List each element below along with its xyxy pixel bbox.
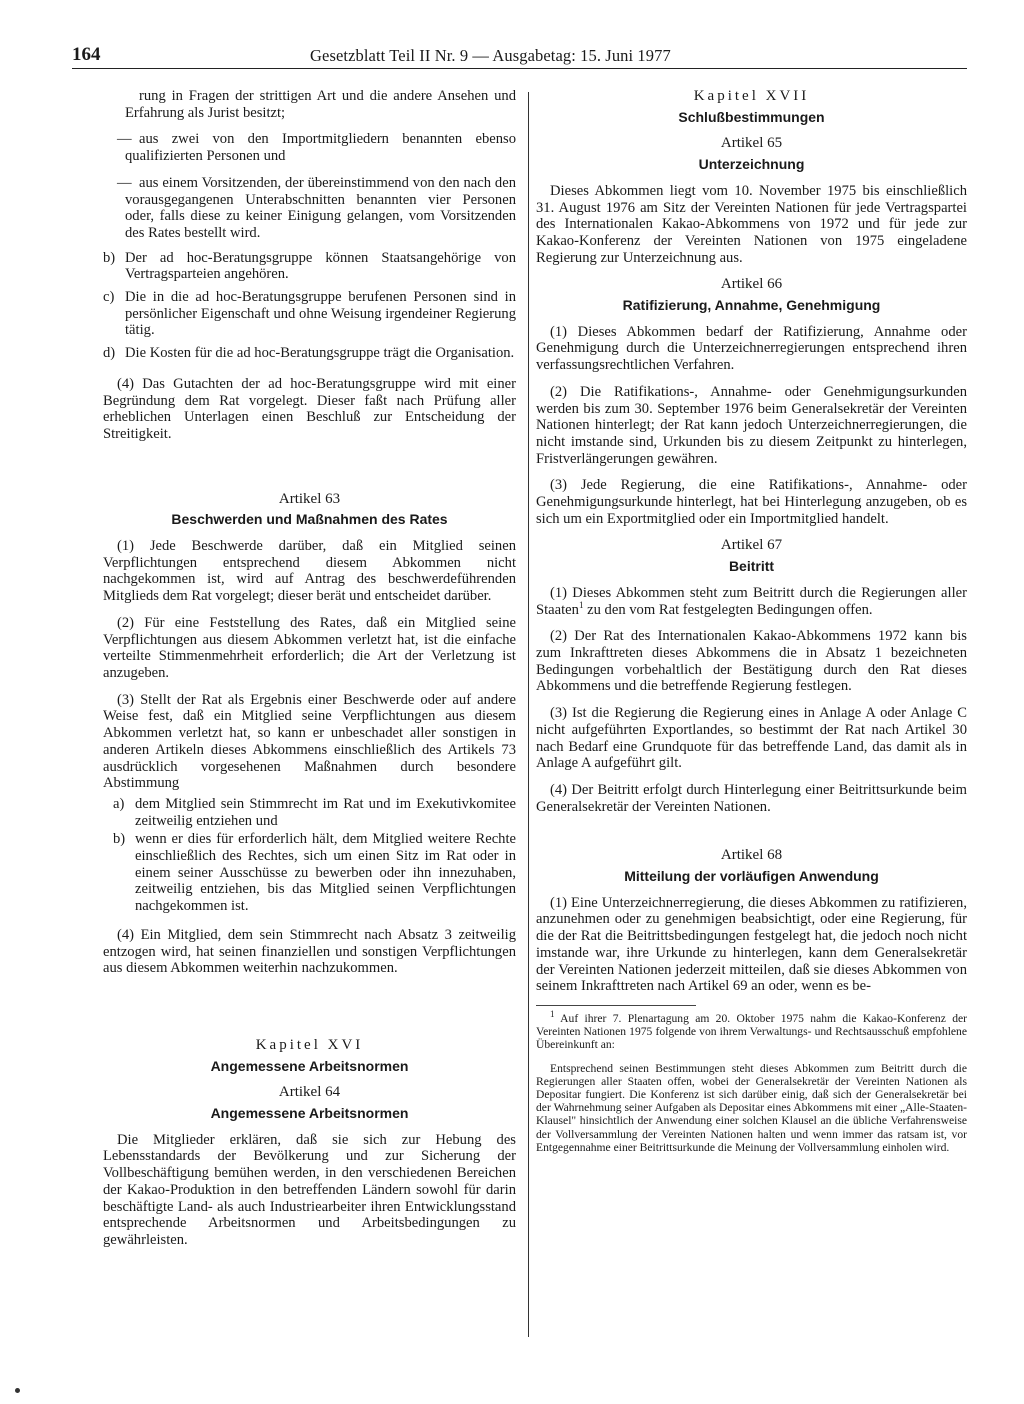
article-title: Mitteilung der vorläufigen Anwendung <box>624 868 879 885</box>
left-column <box>103 88 516 1259</box>
footnote-text: Auf ihrer 7. Plenartagung am 20. Oktober 1975 nahm die Kakao-Konferenz der Vereinten Nationen 1975 folgende von ihrem Verwaltungs- und Rechtsausschuß empfohlene Übereinkunft an: <box>536 1011 967 1052</box>
article-title: Beschwerden und Maßnahmen des Rates <box>171 511 448 528</box>
list-item-a <box>113 796 516 829</box>
list-marker: d) <box>103 345 116 362</box>
chapter-heading: Kapitel XVI <box>255 1036 364 1053</box>
article-title: Unterzeichnung <box>698 156 805 173</box>
list-text: Der ad hoc-Beratungsgruppe können Staatsangehörige von Vertragsparteien angehören. <box>125 249 516 283</box>
dash-list-item: — aus einem Vorsitzenden, der übereinstimmend von den nach den vorausgegangenen Unterabschnitten benannten vier Personen oder, falls diese zu keiner Einigung gelangen, vom Vorsitzenden des Rates bestellt wird. <box>103 175 516 242</box>
column-divider <box>528 92 529 1337</box>
text-run: zu den vom Rat festgelegten Bedingungen offen. <box>583 601 873 618</box>
article-heading: Artikel 65 <box>720 135 783 152</box>
paragraph: Dieses Abkommen liegt vom 10. November 1975 bis einschließlich 31. August 1976 am Sitz der Vereinten Nationen für jede Vertragspartei des Internationalen Kakao-Abkommens von 1972 und für jede zur Kakao-Konferenz der Vereinten Nationen von 1975 eingeladene Regierung zur Unterzeichnung aus. <box>536 182 967 266</box>
list-item-continuation: rung in Fragen der strittigen Art und die andere Ansehen und Erfahrung als Jurist besitzt; <box>125 88 516 121</box>
list-item-b <box>113 831 516 915</box>
paragraph: (4) Ein Mitglied, dem sein Stimmrecht nach Absatz 3 zeitweilig entzogen wird, hat seinen finanziellen und sonstigen Verpflichtungen aus diesem Abkommen weiterhin nachzukommen. <box>103 926 516 977</box>
header-rule <box>72 68 967 69</box>
text-run: (1) Dieses Abkommen steht zum Beitritt durch die Regierungen aller Staaten <box>536 584 967 618</box>
list-marker: b) <box>113 831 126 848</box>
article-title: Ratifizierung, Annahme, Genehmigung <box>622 297 881 314</box>
list-item-b <box>103 250 516 283</box>
list-text: wenn er dies für erforderlich hält, dem Mitglied weitere Rechte einschließlich des Rechtes, sich um einen Sitz im Rat oder in einem seiner Ausschüsse zu bewerben oder ihn innezuhaben, zeitweilig entziehen, bis das Mitglied seinen Verpflichtungen nachgekommen ist. <box>135 831 516 915</box>
paragraph: (1) Jede Beschwerde darüber, daß ein Mitglied seinen Verpflichtungen entsprechend diesem Abkommen nicht nachgekommen ist, wird auf Antrag des beschwerdeführenden Mitglieds dem Rat vorgelegt; dieser berät und entscheidet darüber. <box>103 538 516 605</box>
paragraph: (4) Das Gutachten der ad hoc-Beratungsgruppe wird mit einer Begründung dem Rat vorgelegt. Dieser faßt nach Prüfung aller erheblichen Unterlagen einen Beschluß zur Entscheidung der Streitigkeit. <box>103 375 516 442</box>
article-title: Angemessene Arbeitsnormen <box>210 1105 409 1122</box>
footnote: Entsprechend seinen Bestimmungen steht dieses Abkommen zum Beitritt durch die Regierungen aller Staaten offen, wobei der Generalsekretär der Vereinten Nationen als Depositar fungiert. Die Konferenz ist sich darüber einig, daß sich der Generalsekretär bei der Wahrnehmung seiner Aufgaben als Depositar eines Abkommens mit einer „Alle-Staaten-Klausel" hinsichtlich der Anwendung einer solchen Klausel an die übliche Verfahrensweise der Vollversammlung der Vereinten Nationen halten und wenn immer das ratsam ist, vor Entgegennahme einer Beitrittsurkunde die Meinung der Vollversammlung einholen wird. <box>536 1061 967 1154</box>
paragraph: Die Mitglieder erklären, daß sie sich zur Hebung des Lebensstandards der Bevölkerung und zur Sicherung der Vollbeschäftigung bemühen werden, in den verschiedenen Bereichen der Kakao-Produktion in den betreffenden Ländern sowohl für darin beschäftigte Land- als auch Industriearbeiter ihren Entwicklungsstand entsprechende Arbeitsnormen und Arbeitsbedingungen zu gewährleisten. <box>103 1131 516 1248</box>
article-heading: Artikel 63 <box>278 490 341 507</box>
paragraph: (3) Stellt der Rat als Ergebnis einer Beschwerde oder auf andere Weise fest, daß ein Mitglied seine Verpflichtungen aus diesem Abkommen verletzt hat, so kann er unbeschadet aller sonstigen in anderen Artikeln dieses Abkommens einschließlich des Artikels 73 ausdrücklich vorgesehenen Maßnahmen durch besondere Abstimmung <box>103 691 516 792</box>
scan-speck <box>15 1388 20 1393</box>
article-title: Beitritt <box>728 558 775 575</box>
running-title: Gesetzblatt Teil II Nr. 9 — Ausgabetag: 15. Juni 1977 <box>310 46 671 65</box>
list-marker: a) <box>113 795 125 812</box>
right-column <box>536 88 967 1164</box>
page-header <box>72 46 967 68</box>
list-marker: c) <box>103 289 115 306</box>
list-text: Die Kosten für die ad hoc-Beratungsgruppe trägt die Organisation. <box>125 345 515 362</box>
paragraph: (2) Die Ratifikations-, Annahme- oder Genehmigungsurkunden werden bis zum 30. September 1976 beim Generalsekretär der Vereinten Nationen hinterlegt; der Rat kann jedoch Unterzeichnerregierungen, die nicht imstande sind, Urkunden bis zu diesem Zeitpunkt zu hinterlegen, Fristverlängerungen gewähren. <box>536 383 967 467</box>
paragraph: (1) Eine Unterzeichnerregierung, die dieses Abkommen zu ratifizieren, anzunehmen oder zu genehmigen beabsichtigt, oder eine Regierung, für die der Rat die Beitrittsbedingungen festgelegt hat, die jedoch noch nicht imstande war, ihre Urkunde zu hinterlegen, kann dem Generalsekretär der Vereinten Nationen jederzeit mitteilen, daß sie dieses Abkommen von seinem Inkrafttreten nach Artikel 69 an oder, wenn es be- <box>536 894 967 995</box>
paragraph: (3) Ist die Regierung die Regierung eines in Anlage A oder Anlage C nicht aufgeführten Exportlandes, so bestimmt der Rat nach Artikel 30 nach Bedarf eine Grundquote für das betreffende Land, das damit als in Anlage A aufgeführt gilt. <box>536 705 967 772</box>
article-heading: Artikel 64 <box>278 1084 341 1101</box>
paragraph: (2) Für eine Feststellung des Rates, daß ein Mitglied seine Verpflichtungen aus diesem Abkommen verletzt hat, ist die einfache verteilte Stimmenmehrheit erforderlich; die Art der Verletzung ist anzugeben. <box>103 614 516 681</box>
list-marker: b) <box>103 249 116 266</box>
paragraph: (2) Der Rat des Internationalen Kakao-Abkommens 1972 kann bis zum Inkrafttreten dieses Abkommens die in Absatz 1 bezeichneten Bedingungen vorbehaltlich der Bestätigung durch den Rat dieses Abkommens und die betreffende Regierung festlegen. <box>536 628 967 695</box>
list-text: dem Mitglied sein Stimmrecht im Rat und im Exekutivkomitee zeitweilig entziehen und <box>135 795 516 829</box>
paragraph: (1) Dieses Abkommen bedarf der Ratifizierung, Annahme oder Genehmigung durch die Unterzeichnerregierungen entsprechend ihren verfassungsrechtlichen Verfahren. <box>536 323 967 374</box>
article-heading: Artikel 67 <box>720 537 783 554</box>
list-item-c <box>103 289 516 339</box>
page-number: 164 <box>72 44 101 65</box>
footnote-reference: 1 <box>578 599 584 610</box>
paragraph <box>536 585 967 618</box>
list-text: Die in die ad hoc-Beratungsgruppe berufenen Personen sind in persönlicher Eigenschaft und ohne Weisung irgendeiner Regierung tätig. <box>125 289 516 339</box>
paragraph: (3) Jede Regierung, die eine Ratifikations-, Annahme- oder Genehmigungsurkunde hinterlegt, hat bei Hinterlegung anzugeben, ob es sich um ein Exportmitglied oder ein Importmitglied handelt. <box>536 477 967 527</box>
footnote-marker: 1 <box>550 1009 555 1020</box>
article-heading: Artikel 66 <box>720 276 783 293</box>
footnote <box>536 1009 967 1052</box>
dash-list-item: — aus zwei von den Importmitgliedern benannten ebenso qualifizierten Personen und <box>103 131 516 164</box>
list-item-d <box>103 345 516 362</box>
chapter-title: Angemessene Arbeitsnormen <box>210 1057 409 1074</box>
footnote-rule <box>536 1005 696 1006</box>
paragraph: (4) Der Beitritt erfolgt durch Hinterlegung einer Beitrittsurkunde beim Generalsekretär der Vereinten Nationen. <box>536 781 967 815</box>
article-heading: Artikel 68 <box>720 847 783 864</box>
chapter-heading: Kapitel XVII <box>693 88 810 104</box>
chapter-title: Schlußbestimmungen <box>678 108 825 125</box>
